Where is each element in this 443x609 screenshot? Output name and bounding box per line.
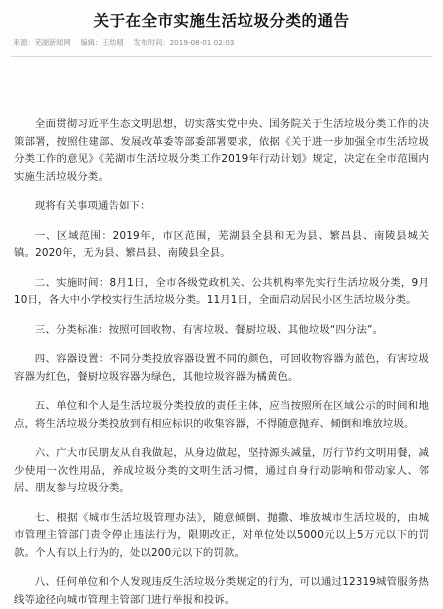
paragraph-item-6: 六、广大市民朋友从自我做起，从身边做起，坚持源头减量，厉行节约文明用餐，减少使用一次性用品，养成垃圾分类的文明生活习惯，通过自身行动影响和带动家人、邻居、朋友参与垃圾分类。 — [14, 447, 429, 494]
divider — [11, 56, 432, 57]
meta-publish-time: 发布时间：2019-08-01 02:03 — [133, 38, 235, 47]
paragraph-item-7: 七、根据《城市生活垃圾管理办法》，随意倾倒、抛撒、堆放城市生活垃圾的，由城市管理主管部门责令停止违法行为，限期改正，对单位处以5000元以上5万元以下的罚款。个人有以上行为的，处以200元以下的罚款。 — [14, 511, 429, 559]
paragraph-intro: 全面贯彻习近平生态文明思想，切实落实党中央、国务院关于生活垃圾分类工作的决策部署，按照住建部、发展改革委等部委部署要求，依据《关于进一步加强全市生活垃圾分类工作的意见》《芜湖市生活垃圾分类工作2019年行动计划》规定，决定在全市范围内实施生活垃圾分类。 — [14, 118, 429, 183]
paragraph-item-3: 三、分类标准：按照可回收物、有害垃圾、餐厨垃圾、其他垃圾“四分法”。 — [34, 323, 384, 336]
article-body — [11, 116, 432, 609]
article-meta — [11, 38, 432, 48]
paragraph-item-2: 二、实施时间：8月1日，全市各级党政机关、公共机构率先实行生活垃圾分类，9月10日，各大中小学校实行生活垃圾分类。11月1日，全面启动居民小区生活垃圾分类。 — [14, 276, 429, 306]
meta-editor: 编辑：王幼晴 — [80, 38, 124, 47]
paragraph-item-1: 一、区域范围：2019年，市区范围，芜湖县全县和无为县、繁昌县、南陵县城关镇。2020年，无为县、繁昌县、南陵县全县。 — [14, 229, 429, 259]
paragraph-item-8: 八、任何单位和个人发现违反生活垃圾分类规定的行为，可以通过12319城管服务热线等途径向城市管理主管部门进行举报和投诉。 — [14, 576, 429, 606]
paragraph-item-4: 四、容器设置：不同分类投放容器设置不同的颜色，可回收物容器为蓝色，有害垃圾容器为红色，餐厨垃圾容器为绿色，其他垃圾容器为橘黄色。 — [14, 353, 429, 383]
meta-source: 来源：芜湖新闻网 — [13, 38, 71, 47]
article-title: 关于在全市实施生活垃圾分类的通告 — [93, 12, 350, 30]
paragraph-notice: 现将有关事项通告如下： — [34, 200, 151, 212]
paragraph-item-5: 五、单位和个人是生活垃圾分类投放的责任主体，应当按照所在区域公示的时间和地点，将生活垃圾分类投放到有相应标识的收集容器，不得随意抛弃、倾倒和堆放垃圾。 — [14, 400, 429, 430]
